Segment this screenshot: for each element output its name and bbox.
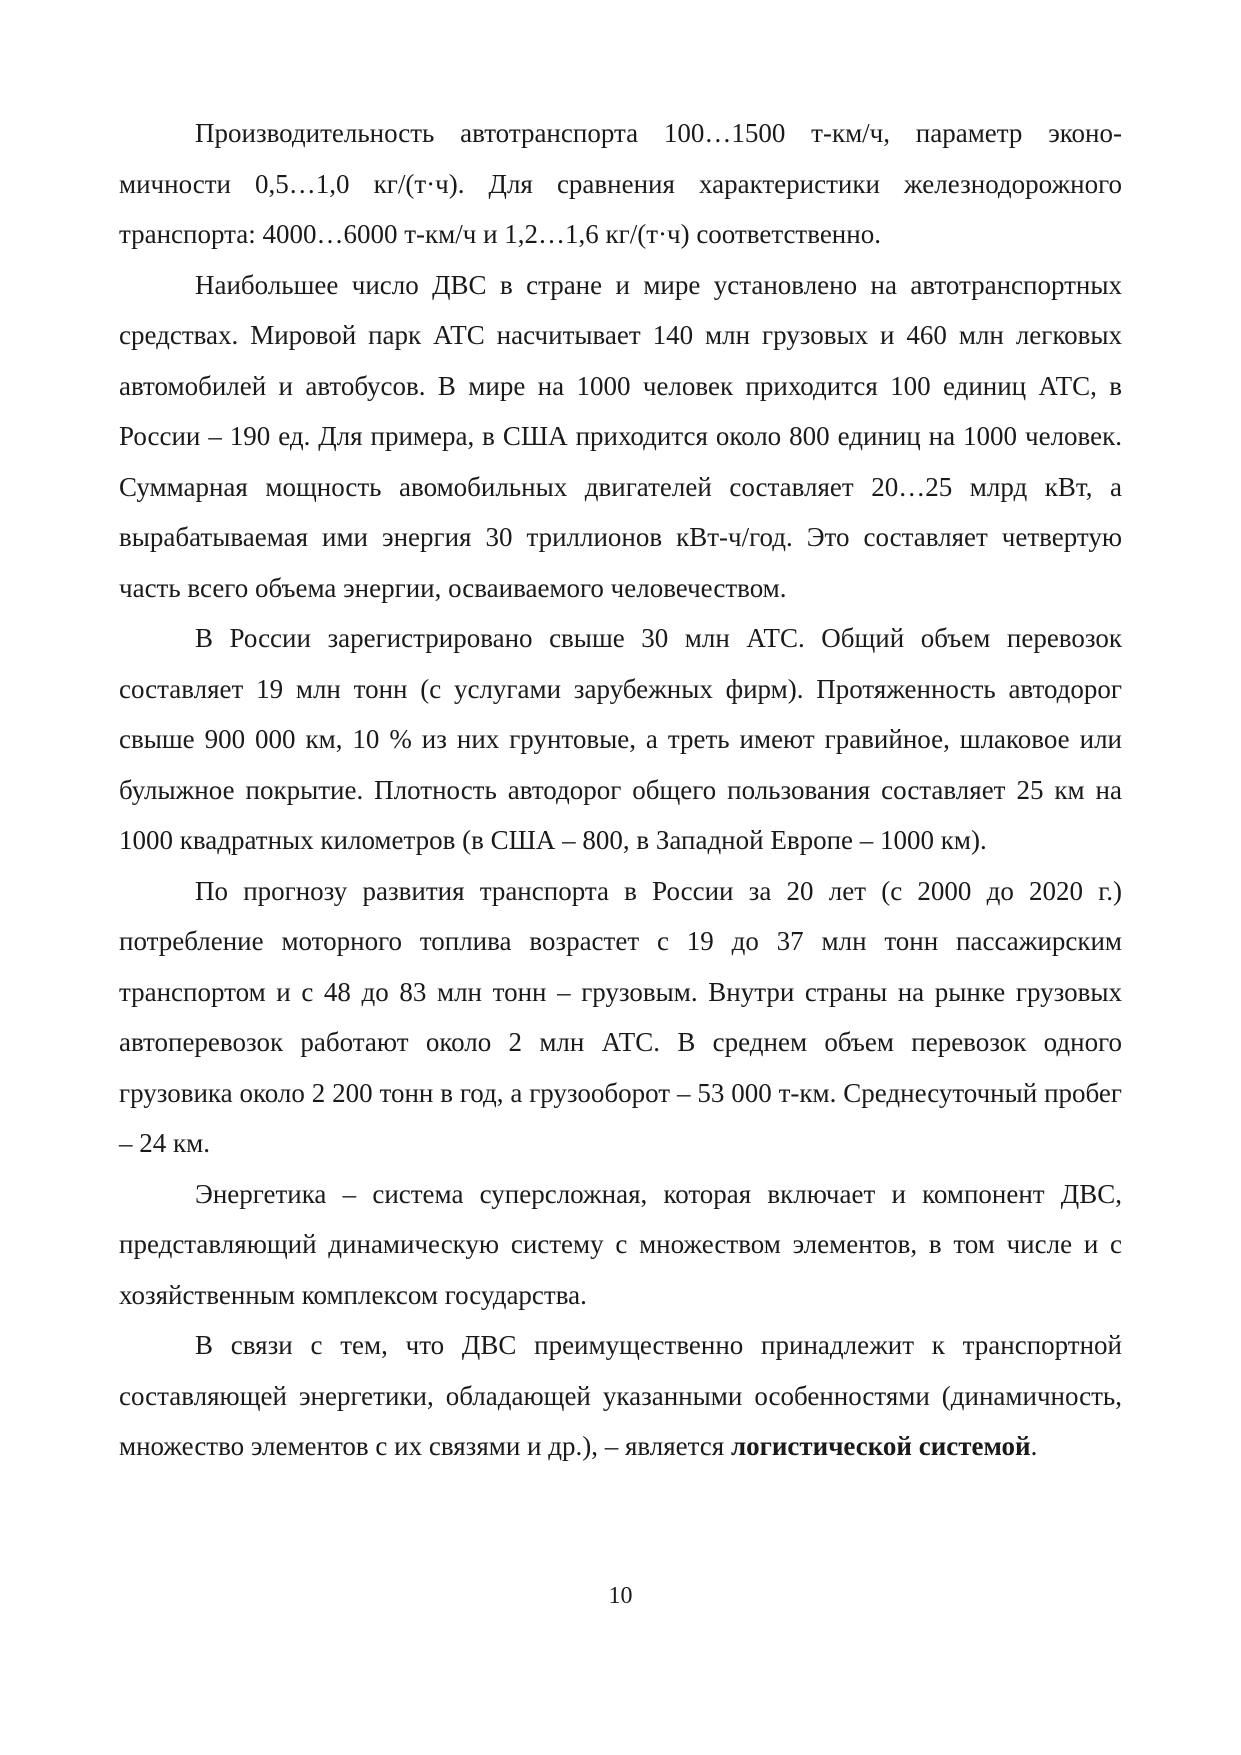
paragraph-productivity: Производительность автотранспорта 100…1500 т-км/ч, параметр экономичности 0,5…1,0 кг/(т·ч). Для сравнения характеристики железнодорожного транспорта: 4000…6000 т-км/ч и 1,2…1,6 кг/(т·ч) соответственно. [119,118,1122,249]
body-text [119,108,1122,1472]
paragraph-world-fleet: Наибольшее число ДВС в стране и мире установлено на автотранспортных средствах. Мировой парк АТС насчитывает 140 млн грузовых и 460 млн легковых автомобилей и автобусов. В мире на 1000 человек приходится 100 единиц АТС, в России – 190 ед. Для примера, в США приходится около 800 единиц на 1000 человек. Суммарная мощность авомобильных двигателей составляет 20…25 млрд кВт, а вырабатываемая ими энергия 30 триллионов кВт-ч/год. Это составляет четвертую часть всего объема энергии, осваиваемого человечеством. [119,269,1122,603]
logistics-bold-term: логистической системой [730,1431,1031,1461]
paragraph-logistics [119,1320,1122,1472]
paragraph-energy-system: Энергетика – система суперсложная, которая включает и компонент ДВС, представляющий динамическую систему с множеством элементов, в том числе и с хозяйственным комплексом государства. [119,1178,1122,1310]
paragraph-russia-fleet: В России зарегистрировано свыше 30 млн АТС. Общий объем перевозок составляет 19 млн тонн (с услугами зарубежных фирм). Протяженность автодорог свыше 900 000 км, 10 % из них грунтовые, а треть имеют гравийное, шлаковое или булыжное покрытие. Плотность автодорог общего пользования составляет 25 км на 1000 квадратных километров (в США – 800, в Западной Европе – 1000 км). [119,623,1122,855]
logistics-text-before: В связи с тем, что ДВС преимущественно принадлежит к транспортной составляющей энергетики, обладающей указанными особенностями (динамичность, множество элементов с их связями и др.), – является [119,1330,1122,1461]
logistics-text-after: . [1030,1431,1038,1461]
page-number: 10 [608,1583,633,1609]
paragraph-fuel-forecast: По прогнозу развития транспорта в России за 20 лет (с 2000 до 2020 г.) потребление моторного топлива возрастет с 19 до 37 млн тонн пассажирским транспортом и с 48 до 83 млн тонн – грузовым. Внутри страны на рынке грузовых автоперевозок работают около 2 млн АТС. В среднем объем перевозок одного грузовика около 2 200 тонн в год, а грузооборот – 53 000 т-км. Среднесуточный пробег – 24 км. [119,875,1122,1158]
